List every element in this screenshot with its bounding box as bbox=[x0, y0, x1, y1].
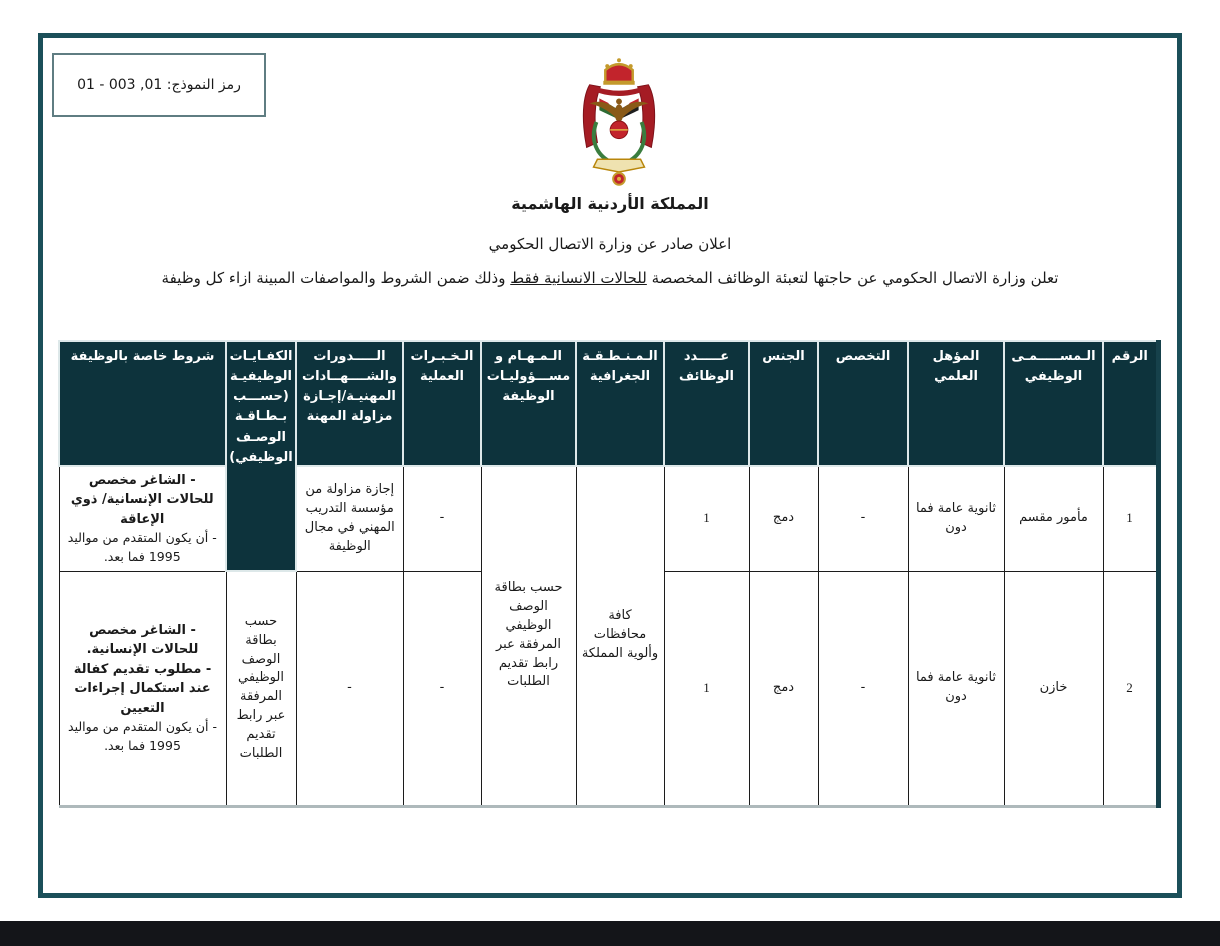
bottom-black-bar bbox=[0, 921, 1220, 946]
cell-specialization: - bbox=[818, 466, 908, 571]
table-row-1 bbox=[59, 466, 1158, 571]
col-header-courses-certificates: الـــــدورات والشــــهــادات المهنيـة/إجـازة مزاولة المهنة bbox=[296, 341, 403, 466]
cell-positions-count: 1 bbox=[664, 466, 749, 571]
col-header-tasks-responsibilities: الـمـهـام و مســـؤوليـات الوظيفة bbox=[481, 341, 576, 466]
document-header bbox=[43, 56, 1177, 287]
cell-positions-count: 1 bbox=[664, 571, 749, 806]
intro-text-before: تعلن وزارة الاتصال الحكومي عن حاجتها لتعبئة الوظائف المخصصة bbox=[646, 269, 1059, 287]
cell-experience: - bbox=[403, 571, 481, 806]
jobs-table-container bbox=[58, 340, 1162, 808]
table-header-row bbox=[59, 341, 1158, 466]
cell-competencies: حسب بطاقة الوصف الوظيفي المرفقة عبر رابط تقديم الطلبات bbox=[226, 571, 296, 806]
col-header-special-conditions: شروط خاصة بالوظيفة bbox=[59, 341, 226, 466]
col-header-positions-count: عـــــدد الوظائف bbox=[664, 341, 749, 466]
cell-job-title: خازن bbox=[1004, 571, 1103, 806]
condition-bold: - الشاغر مخصص للحالات الإنسانية/ ذوي الإعاقة bbox=[70, 472, 214, 527]
cell-special-conditions bbox=[59, 466, 226, 571]
announcement-intro bbox=[43, 269, 1177, 287]
jordan-coat-of-arms-icon bbox=[570, 56, 668, 188]
document-page-frame bbox=[38, 33, 1182, 898]
jobs-table bbox=[58, 340, 1161, 808]
cell-courses-certificates: - bbox=[296, 571, 403, 806]
col-header-job-title: الـمســـــمـى الوظيفي bbox=[1004, 341, 1103, 466]
condition-normal: - أن يكون المتقدم من مواليد 1995 فما بعد. bbox=[68, 719, 217, 753]
intro-text-after: وذلك ضمن الشروط والمواصفات المبينة ازاء كل وظيفة bbox=[161, 269, 511, 287]
col-header-competencies: الكفـايـات الوظيفيـة (حســـب بـطـاقـة الوصـف الوظيفي) bbox=[226, 341, 296, 571]
col-header-number: الرقم bbox=[1103, 341, 1158, 466]
announcement-title: اعلان صادر عن وزارة الاتصال الحكومي bbox=[488, 235, 732, 253]
intro-text-underlined: للحالات الانسانية فقط bbox=[510, 269, 647, 287]
cell-experience: - bbox=[403, 466, 481, 571]
cell-tasks-responsibilities: حسب بطاقة الوصف الوظيفي المرفقة عبر رابط تقديم الطلبات bbox=[481, 466, 576, 806]
kingdom-name-calligraphy: المملكة الأردنية الهاشمية bbox=[511, 194, 709, 213]
cell-gender: دمج bbox=[749, 571, 818, 806]
cell-number: 2 bbox=[1103, 571, 1158, 806]
cell-qualification: ثانوية عامة فما دون bbox=[908, 466, 1004, 571]
col-header-geographic-region: الـمـنـطـقـة الجغرافية bbox=[576, 341, 664, 466]
cell-courses-certificates: إجازة مزاولة من مؤسسة التدريب المهني في مجال الوظيفة bbox=[296, 466, 403, 571]
condition-bold: - الشاغر مخصص للحالات الإنسانية. bbox=[86, 622, 199, 657]
cell-geographic-region: كافة محافظات وألوية المملكة bbox=[576, 466, 664, 806]
cell-qualification: ثانوية عامة فما دون bbox=[908, 571, 1004, 806]
form-code-text: رمز النموذج: 01, 003 - 01 bbox=[77, 77, 241, 93]
cell-number: 1 bbox=[1103, 466, 1158, 571]
col-header-experience: الـخـبـرات العملية bbox=[403, 341, 481, 466]
condition-normal: - أن يكون المتقدم من مواليد 1995 فما بعد. bbox=[67, 530, 217, 564]
col-header-gender: الجنس bbox=[749, 341, 818, 466]
cell-special-conditions bbox=[59, 571, 226, 806]
col-header-specialization: التخصص bbox=[818, 341, 908, 466]
cell-gender: دمج bbox=[749, 466, 818, 571]
col-header-qualification: المؤهل العلمي bbox=[908, 341, 1004, 466]
cell-job-title: مأمور مقسم bbox=[1004, 466, 1103, 571]
condition-bold: - مطلوب تقديم كفالة عند استكمال إجراءات التعيين bbox=[73, 661, 212, 716]
cell-specialization: - bbox=[818, 571, 908, 806]
